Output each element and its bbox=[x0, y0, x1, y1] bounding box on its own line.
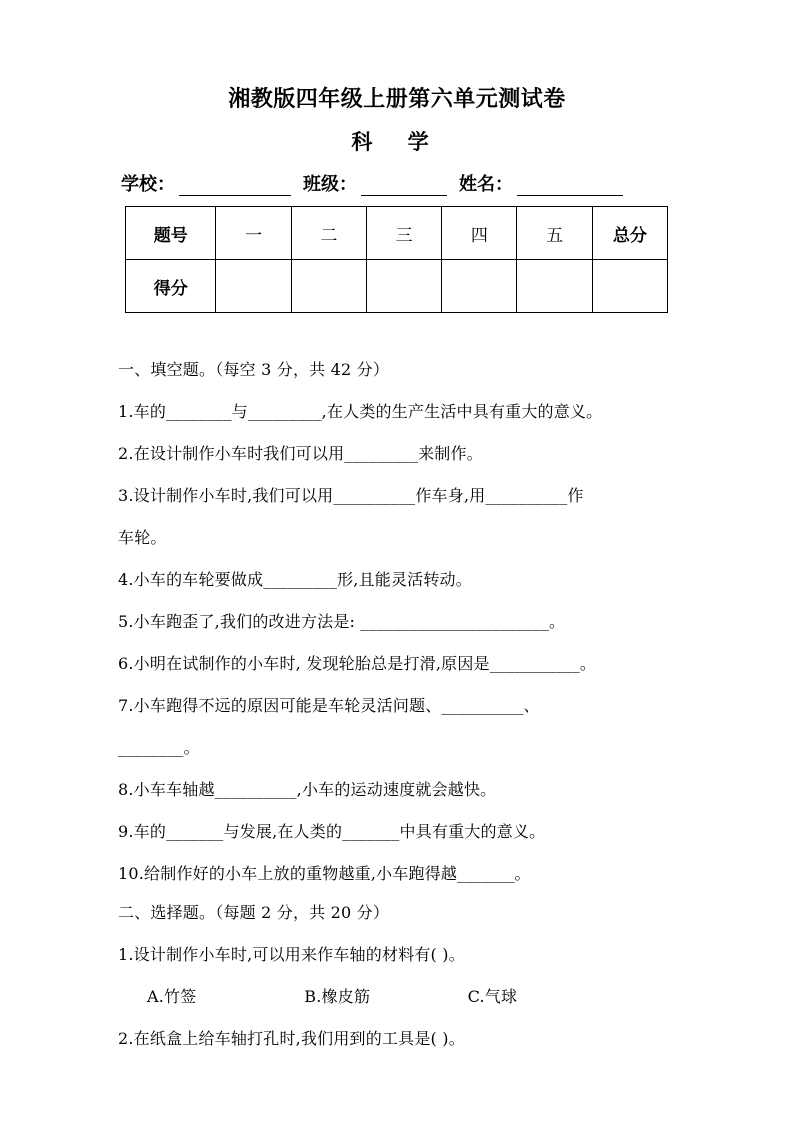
fill-question-3: 3.设计制作小车时,我们可以用__________作车身,用__________作 bbox=[118, 486, 584, 505]
col-four: 四 bbox=[442, 207, 517, 260]
fill-question-10: 10.给制作好的小车上放的重物越重,小车跑得越_______。 bbox=[118, 864, 531, 883]
fill-question-7-continued: ________。 bbox=[118, 738, 200, 757]
student-info-row bbox=[121, 170, 681, 196]
col-two: 二 bbox=[291, 207, 366, 260]
score-cell-two[interactable] bbox=[291, 260, 366, 313]
question-number-header: 题号 bbox=[126, 207, 216, 260]
school-field bbox=[121, 170, 291, 196]
choice-question-2: 2.在纸盒上给车轴打孔时,我们用到的工具是( )。 bbox=[118, 1029, 465, 1048]
score-cell-three[interactable] bbox=[366, 260, 441, 313]
name-blank[interactable] bbox=[517, 177, 623, 196]
fill-question-7: 7.小车跑得不远的原因可能是车轮灵活问题、__________、 bbox=[118, 696, 540, 715]
subject-title: 科 学 bbox=[351, 130, 443, 154]
section1-heading: 一、填空题。（每空 3 分，共 42 分） bbox=[118, 360, 390, 379]
school-blank[interactable] bbox=[179, 177, 291, 196]
score-cell-one[interactable] bbox=[216, 260, 291, 313]
class-field bbox=[303, 170, 447, 196]
name-field bbox=[459, 170, 623, 196]
exam-title: 湘教版四年级上册第六单元测试卷 bbox=[228, 87, 566, 112]
fill-question-1: 1.车的________与_________,在人类的生产生活中具有重大的意义。 bbox=[118, 402, 603, 421]
fill-question-9: 9.车的_______与发展,在人类的_______中具有重大的意义。 bbox=[118, 822, 546, 841]
score-table bbox=[125, 206, 668, 313]
score-table-header-row bbox=[126, 207, 668, 260]
col-one: 一 bbox=[216, 207, 291, 260]
option-b[interactable]: B.橡皮筋 bbox=[304, 987, 371, 1006]
option-c[interactable]: C.气球 bbox=[467, 987, 518, 1006]
school-label: 学校： bbox=[121, 174, 175, 195]
fill-question-3-continued: 车轮。 bbox=[118, 528, 167, 547]
fill-question-8: 8.小车车轴越__________,小车的运动速度就会越快。 bbox=[118, 780, 497, 799]
score-cell-five[interactable] bbox=[517, 260, 592, 313]
col-total: 总分 bbox=[592, 207, 667, 260]
fill-question-6: 6.小明在试制作的小车时, 发现轮胎总是打滑,原因是___________。 bbox=[118, 654, 597, 673]
score-cell-total[interactable] bbox=[592, 260, 667, 313]
score-cell-four[interactable] bbox=[442, 260, 517, 313]
section2-heading: 二、选择题。（每题 2 分，共 20 分） bbox=[118, 903, 390, 922]
class-blank[interactable] bbox=[361, 177, 447, 196]
fill-question-2: 2.在设计制作小车时我们可以用_________来制作。 bbox=[118, 444, 483, 463]
col-three: 三 bbox=[366, 207, 441, 260]
choice-question-1: 1.设计制作小车时,可以用来作车轴的材料有( )。 bbox=[118, 945, 465, 964]
fill-question-5: 5.小车跑歪了,我们的改进方法是: _______________________。 bbox=[118, 612, 566, 631]
score-table-score-row bbox=[126, 260, 668, 313]
score-label: 得分 bbox=[126, 260, 216, 313]
class-label: 班级： bbox=[303, 174, 357, 195]
name-label: 姓名： bbox=[459, 174, 513, 195]
col-five: 五 bbox=[517, 207, 592, 260]
fill-question-4: 4.小车的车轮要做成_________形,且能灵活转动。 bbox=[118, 570, 472, 589]
option-a[interactable]: A.竹签 bbox=[147, 987, 197, 1006]
choice-question-1-options bbox=[147, 984, 717, 1007]
